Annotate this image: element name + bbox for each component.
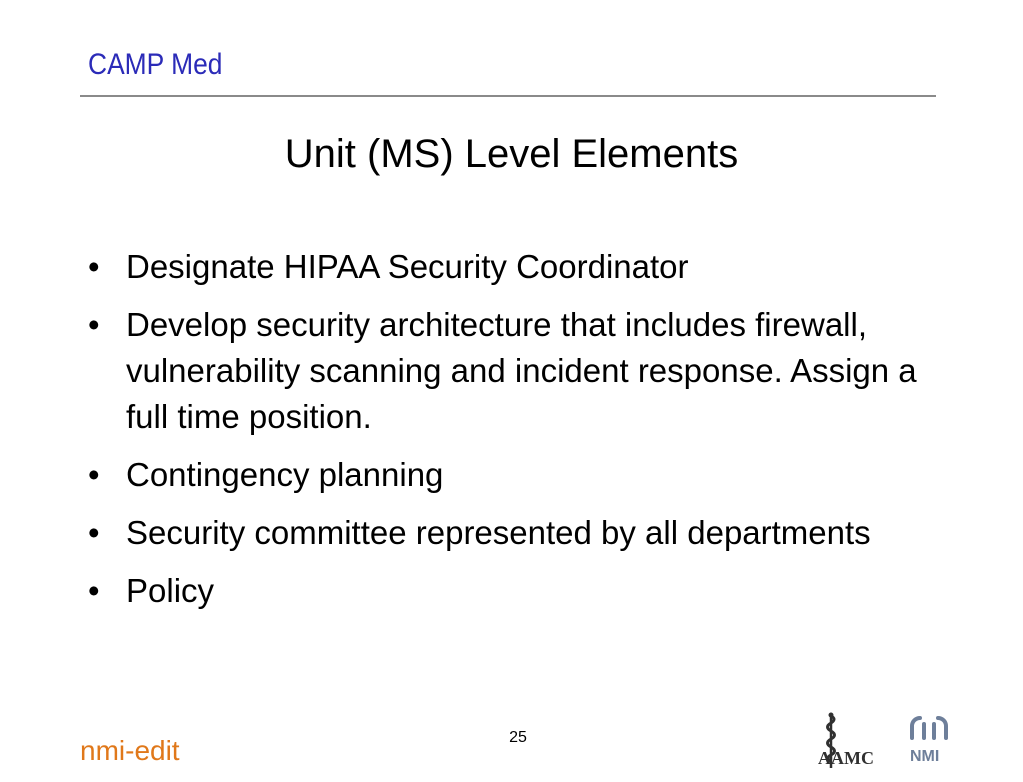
bullet-text: Contingency planning <box>126 456 444 493</box>
bullet-dot: • <box>88 456 100 493</box>
page-number: 25 <box>509 729 527 746</box>
bullet-item <box>84 244 944 290</box>
slide-title: Unit (MS) Level Elements <box>284 132 739 176</box>
bullet-text: Security committee represented by all departments <box>126 514 871 551</box>
bullet-text: Develop security architecture that includes firewall, vulnerability scanning and incident response. Assign a full time position. <box>126 306 917 435</box>
bullet-item <box>84 510 944 556</box>
header-title: CAMP Med <box>88 48 223 81</box>
bullet-item <box>84 452 944 498</box>
nmi-logo-text: NMI <box>910 748 940 765</box>
footer-brand-text: nmi-edit <box>80 735 180 766</box>
bullet-text: Designate HIPAA Security Coordinator <box>126 248 689 285</box>
nmi-emblem-icon <box>904 712 954 742</box>
bullet-dot: • <box>88 514 100 551</box>
bullet-dot: • <box>88 306 100 343</box>
aamc-logo-text: AAMC <box>818 748 874 768</box>
bullet-item <box>84 302 944 440</box>
bullet-text: Policy <box>126 572 215 609</box>
bullet-dot: • <box>88 572 100 609</box>
bullet-dot: • <box>88 248 100 285</box>
bullet-item <box>84 568 944 614</box>
header-divider <box>80 95 936 97</box>
bullet-list <box>84 244 944 626</box>
